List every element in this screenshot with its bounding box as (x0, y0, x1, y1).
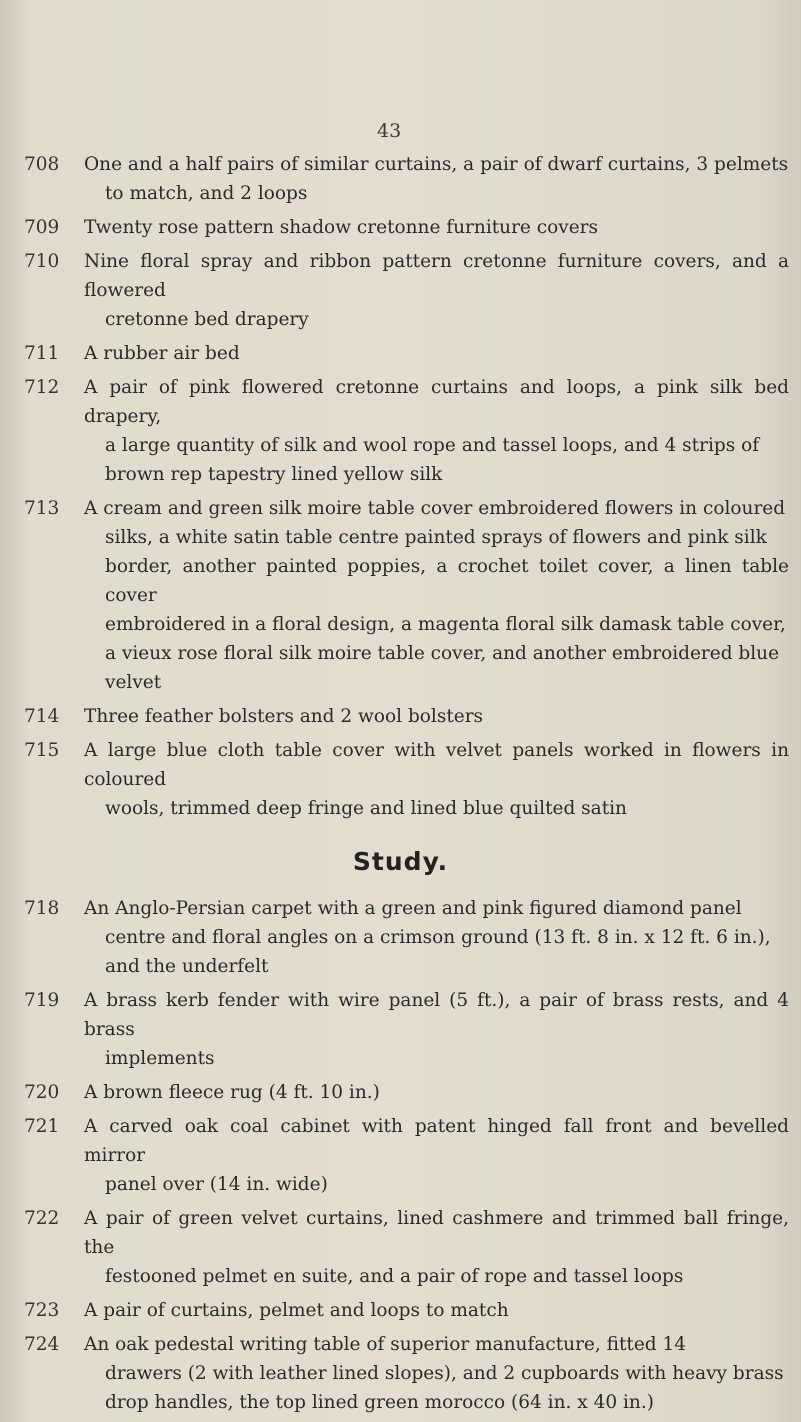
description-line: festooned pelmet en suite, and a pair of rope and tassel loops (105, 1266, 684, 1287)
lot-entry (0, 1296, 801, 1325)
description-line: panel over (14 in. wide) (105, 1174, 328, 1195)
description-line: wools, trimmed deep fringe and lined blue quilted satin (105, 798, 627, 819)
lot-number: 721 (24, 1116, 60, 1137)
description-line: centre and floral angles on a crimson ground (13 ft. 8 in. x 12 ft. 6 in.), (105, 927, 771, 948)
lot-number: 712 (24, 377, 60, 398)
description-line: embroidered in a floral design, a magenta floral silk damask table cover, (105, 614, 786, 635)
lot-description (84, 373, 789, 489)
lot-entry (0, 150, 801, 208)
lot-entry (0, 247, 801, 334)
lot-entry (0, 894, 801, 981)
lot-description (84, 986, 789, 1073)
lot-description (84, 1204, 789, 1291)
lot-number: 720 (24, 1082, 60, 1103)
lot-number: 722 (24, 1208, 60, 1229)
description-line: and the underfelt (105, 956, 269, 977)
section-heading: Study. (352, 847, 449, 876)
description-line: A large blue cloth table cover with velvet panels worked in flowers in coloured (84, 740, 789, 790)
lot-entry (0, 736, 801, 823)
lot-number: 709 (24, 217, 60, 238)
lot-description (84, 213, 789, 242)
description-line: A rubber air bed (84, 343, 240, 364)
lot-number: 724 (24, 1334, 60, 1355)
lot-number: 713 (24, 498, 60, 519)
description-line: velvet (105, 672, 162, 693)
description-line: A pair of pink flowered cretonne curtains and loops, a pink silk bed drapery, (84, 377, 789, 427)
lot-description (84, 1296, 789, 1325)
lot-description (84, 339, 789, 368)
lot-entry (0, 1078, 801, 1107)
lot-number: 710 (24, 251, 60, 272)
description-line: Three feather bolsters and 2 wool bolsters (84, 706, 484, 727)
lot-description (84, 1330, 789, 1417)
description-line: A carved oak coal cabinet with patent hinged fall front and bevelled mirror (84, 1116, 789, 1166)
entries-list (0, 150, 801, 1422)
description-line: to match, and 2 loops (105, 183, 308, 204)
lot-entry (0, 1204, 801, 1291)
lot-number: 715 (24, 740, 60, 761)
entries-after-section (0, 894, 801, 1422)
description-line: border, another painted poppies, a crochet toilet cover, a linen table cover (105, 556, 789, 606)
description-line: A cream and green silk moire table cover embroidered flowers in coloured (84, 498, 786, 519)
lot-entry (0, 339, 801, 368)
lot-entry (0, 213, 801, 242)
description-line: Nine floral spray and ribbon pattern cretonne furniture covers, and a flowered (84, 251, 789, 301)
description-line: Twenty rose pattern shadow cretonne furniture covers (84, 217, 598, 238)
lot-description (84, 494, 789, 697)
description-line: cretonne bed drapery (105, 309, 309, 330)
lot-entry (0, 986, 801, 1073)
description-line: A brown fleece rug (4 ft. 10 in.) (84, 1082, 380, 1103)
entries-before-section (0, 150, 801, 828)
description-line: drop handles, the top lined green morocco (64 in. x 40 in.) (105, 1392, 654, 1413)
lot-entry (0, 494, 801, 697)
lot-description (84, 702, 789, 731)
description-line: a large quantity of silk and wool rope and tassel loops, and 4 strips of (105, 435, 760, 456)
lot-entry (0, 702, 801, 731)
description-line: An oak pedestal writing table of superior manufacture, fitted 14 (84, 1334, 687, 1355)
description-line: brown rep tapestry lined yellow silk (105, 464, 443, 485)
description-line: A brass kerb fender with wire panel (5 ft.), a pair of brass rests, and 4 brass (84, 990, 789, 1040)
lot-number: 714 (24, 706, 60, 727)
page-number: 43 (377, 120, 402, 142)
lot-number: 711 (24, 343, 60, 364)
description-line: One and a half pairs of similar curtains, a pair of dwarf curtains, 3 pelmets (84, 154, 789, 175)
lot-description (84, 1112, 789, 1199)
lot-entry (0, 1112, 801, 1199)
description-line: a vieux rose floral silk moire table cover, and another embroidered blue (105, 643, 780, 664)
lot-number: 718 (24, 898, 60, 919)
description-line: A pair of curtains, pelmet and loops to match (84, 1300, 509, 1321)
lot-entry (0, 1330, 801, 1417)
lot-description (84, 1078, 789, 1107)
description-line: A pair of green velvet curtains, lined cashmere and trimmed ball fringe, the (84, 1208, 789, 1258)
lot-number: 719 (24, 990, 60, 1011)
lot-number: 708 (24, 154, 60, 175)
lot-description (84, 150, 789, 208)
lot-description (84, 894, 789, 981)
description-line: silks, a white satin table centre painted sprays of flowers and pink silk (105, 527, 767, 548)
description-line: An Anglo-Persian carpet with a green and pink figured diamond panel (84, 898, 742, 919)
lot-description (84, 247, 789, 334)
description-line: implements (105, 1048, 215, 1069)
lot-number: 723 (24, 1300, 60, 1321)
lot-entry (0, 373, 801, 489)
lot-description (84, 736, 789, 823)
description-line: drawers (2 with leather lined slopes), and 2 cupboards with heavy brass (105, 1363, 784, 1384)
